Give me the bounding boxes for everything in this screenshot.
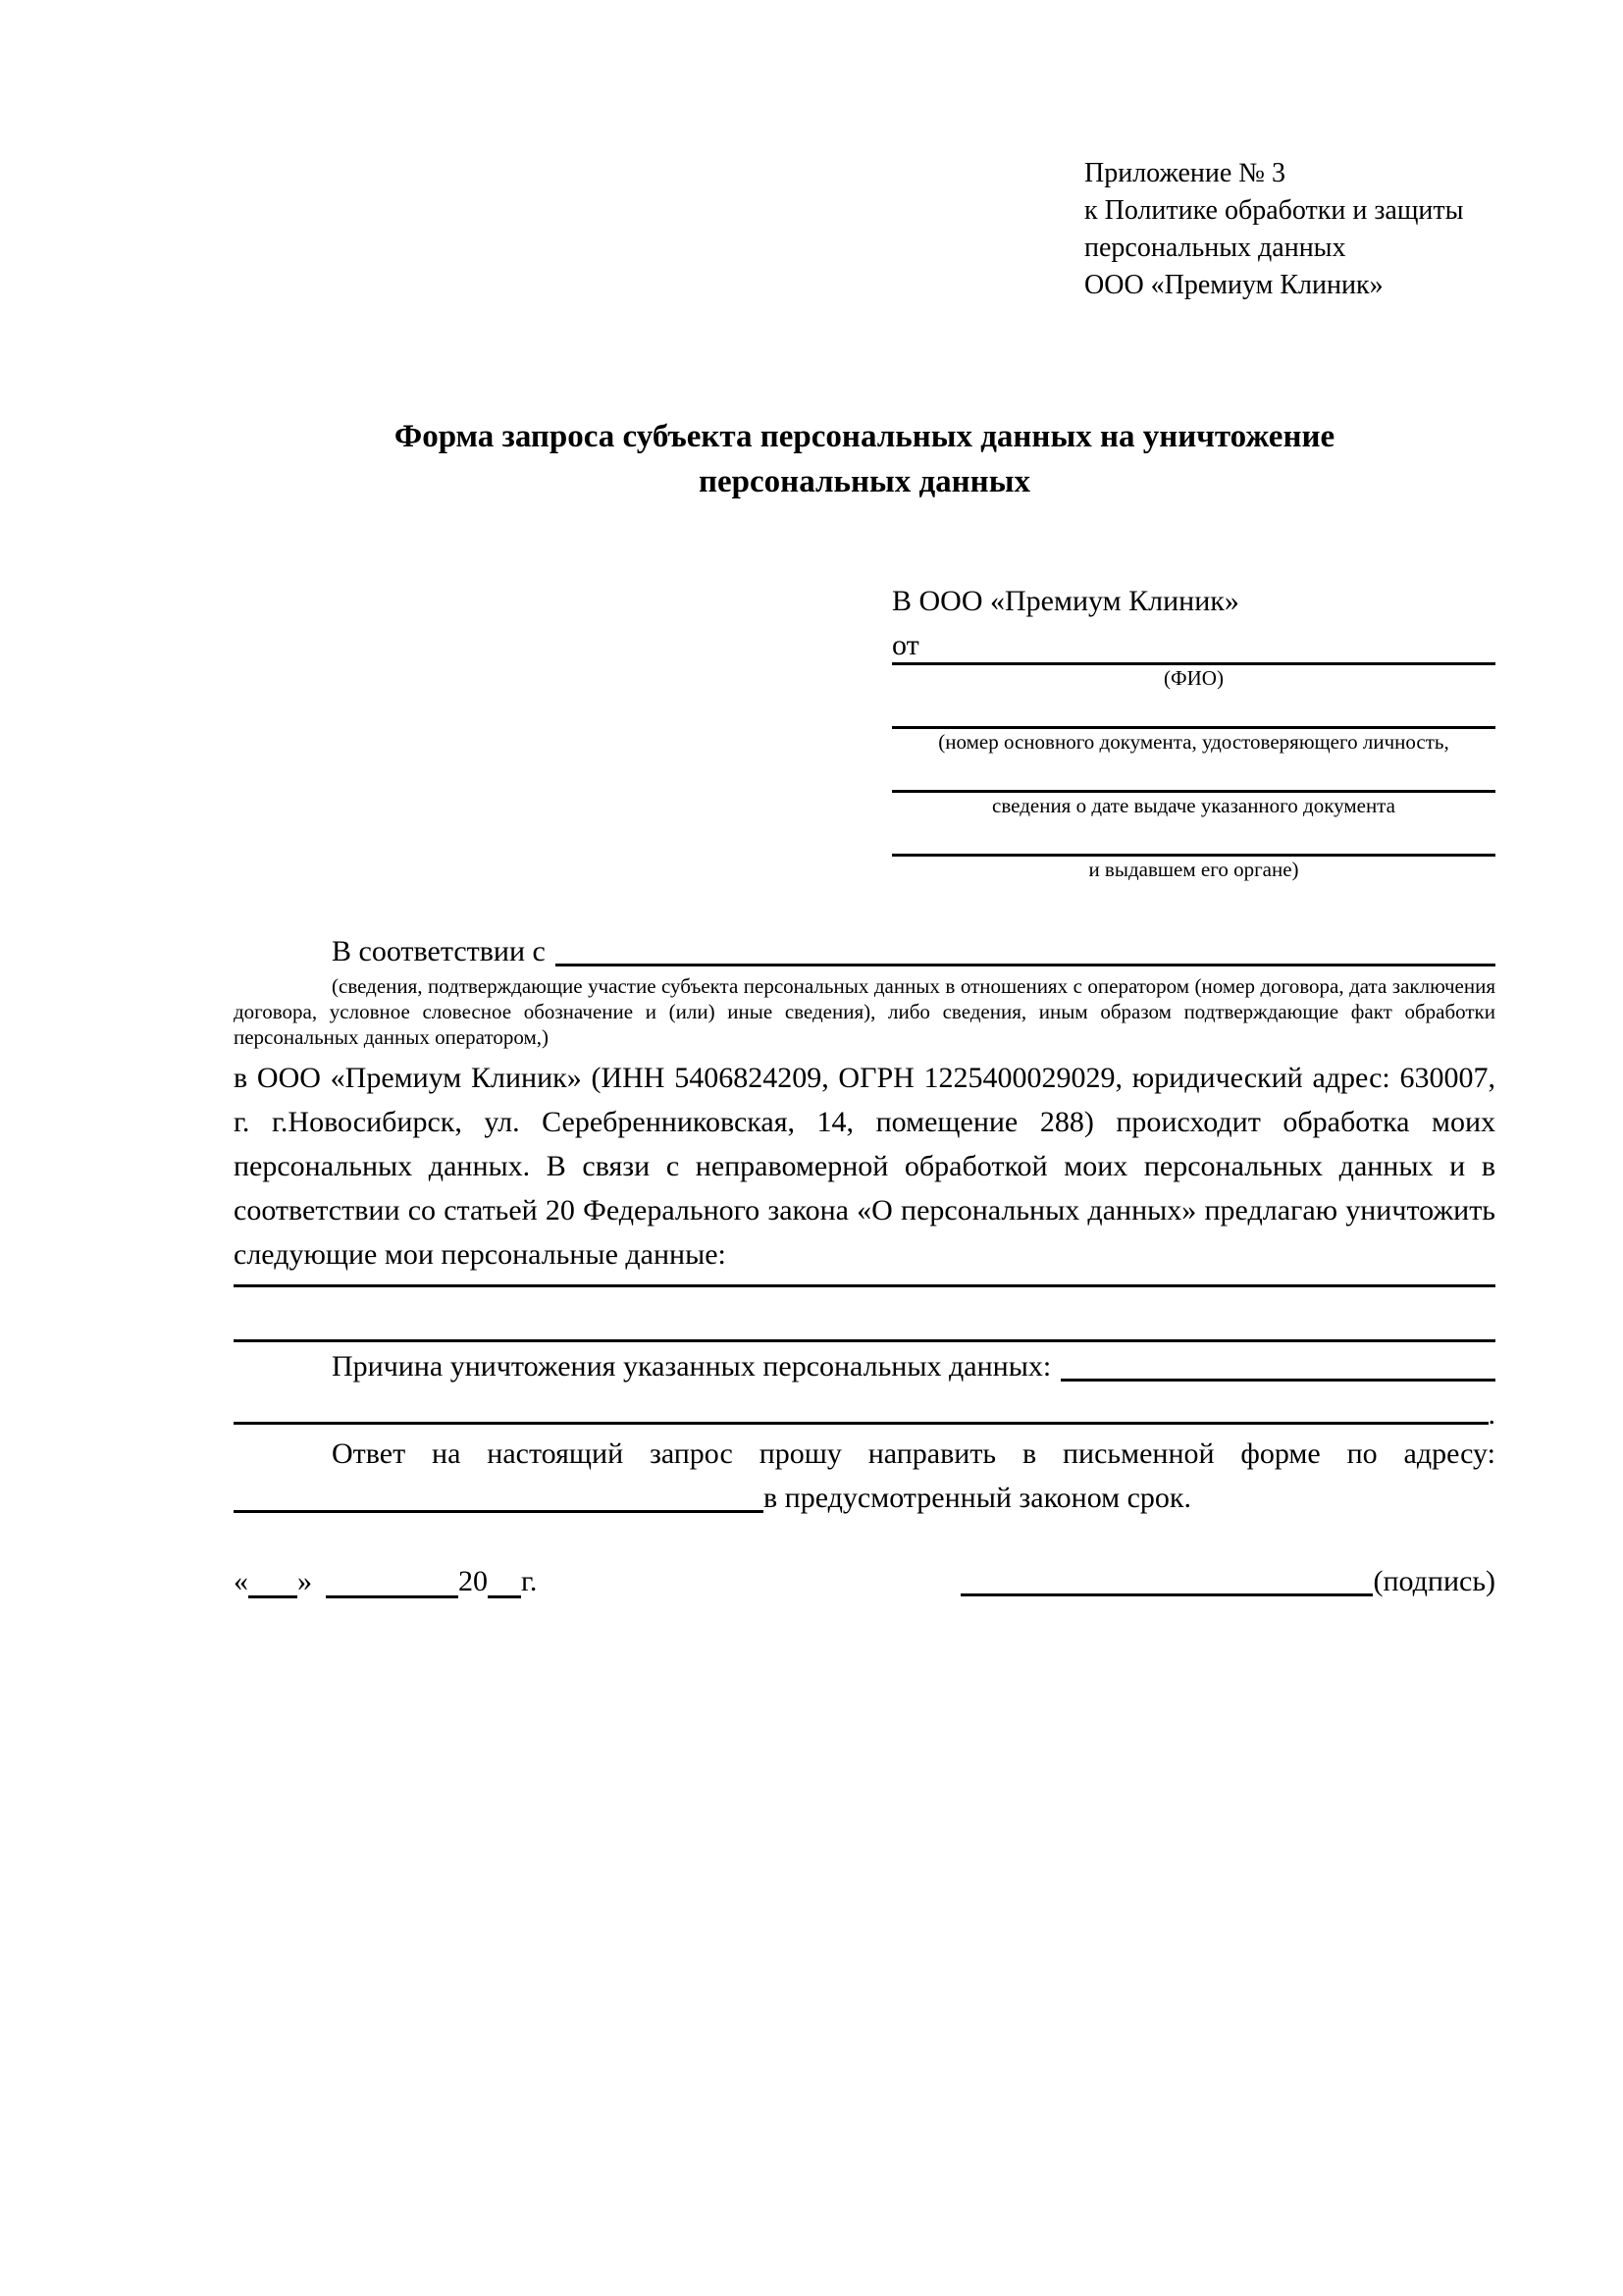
response-sentence-tail: в предусмотренный законом срок. bbox=[763, 1482, 1191, 1514]
address-input-line[interactable] bbox=[234, 1510, 763, 1513]
year-suffix: г. bbox=[521, 1565, 538, 1597]
id-document-number-caption: (номер основного документа, удостоверяющего личность, bbox=[938, 730, 1449, 754]
date-open-quote: « bbox=[234, 1565, 248, 1597]
issuing-authority-caption: и выдавшем его органе) bbox=[1088, 858, 1299, 881]
recipient-from-label: от bbox=[892, 629, 919, 661]
reason-row bbox=[234, 1344, 1495, 1388]
document-title-line: персональных данных bbox=[699, 464, 1030, 499]
personal-data-input-line-2[interactable] bbox=[234, 1339, 1495, 1342]
main-paragraph: в ООО «Премиум Клиник» (ИНН 5406824209, ОГРН 1225400029029, юридический адрес: 630007, г. г.Новосибирск, ул. Серебренниковская, 14, помещение 288) происходит обработка моих персональных данных. В связи с неправомерной обработкой моих персональных данных и в соответствии со статьей 20 Федерального закона «О персональных данных» предлагаю уничтожить следующие мои персональные данные: bbox=[234, 1062, 1495, 1271]
appendix-header bbox=[1084, 155, 1495, 304]
accordance-input-line[interactable] bbox=[555, 964, 1495, 966]
personal-data-input-line-1[interactable] bbox=[234, 1284, 1495, 1287]
recipient-to: В ООО «Премиум Клиник» bbox=[892, 585, 1239, 617]
appendix-header-line: к Политике обработки и защиты bbox=[1084, 195, 1464, 226]
reason-input-line[interactable] bbox=[1061, 1379, 1495, 1382]
response-sentence: Ответ на настоящий запрос прошу направить в письменной форме по адресу: bbox=[332, 1437, 1495, 1470]
field-fio bbox=[892, 662, 1495, 691]
signature-input-line[interactable] bbox=[961, 1593, 1373, 1596]
appendix-header-line: ООО «Премиум Клиник» bbox=[1084, 270, 1384, 300]
document-title bbox=[234, 414, 1495, 504]
signature-block bbox=[961, 1559, 1495, 1603]
document-title-line: Форма запроса субъекта персональных данных на уничтожение bbox=[393, 419, 1335, 454]
fio-caption: (ФИО) bbox=[1164, 666, 1224, 690]
signature-caption: (подпись) bbox=[1373, 1565, 1495, 1597]
accordance-row bbox=[234, 929, 1495, 973]
field-issue-date bbox=[892, 790, 1495, 818]
reason-sentence-end: . bbox=[1488, 1398, 1495, 1431]
day-input-line[interactable] bbox=[248, 1595, 297, 1598]
reason-continuation-input-line[interactable] bbox=[234, 1422, 1489, 1425]
accordance-label: В соответствии с bbox=[332, 935, 546, 967]
date-signature-row bbox=[234, 1559, 1495, 1603]
date-line bbox=[234, 1559, 537, 1603]
accordance-note: (сведения, подтверждающие участие субъекта персональных данных в отношениях с оператором (номер договора, дата заключения договора, условное словесное обозначение и (или) иные сведения), либо сведения, иным образом подтверждающие факт обработки персональных данных оператором,) bbox=[234, 974, 1495, 1049]
year-input-line[interactable] bbox=[488, 1595, 521, 1598]
month-input-line[interactable] bbox=[326, 1595, 458, 1598]
year-prefix: 20 bbox=[458, 1565, 488, 1597]
field-issuing-authority bbox=[892, 854, 1495, 882]
reason-label: Причина уничтожения указанных персональных данных: bbox=[332, 1350, 1052, 1383]
field-id-document-number bbox=[892, 726, 1495, 755]
appendix-header-line: персональных данных bbox=[1084, 233, 1346, 263]
reason-continuation-row bbox=[234, 1388, 1495, 1432]
recipient-block bbox=[892, 579, 1495, 882]
response-address-row bbox=[234, 1476, 1495, 1520]
issue-date-caption: сведения о дате выдаче указанного документа bbox=[992, 794, 1395, 817]
date-close-quote: » bbox=[297, 1565, 312, 1597]
appendix-header-line: Приложение № 3 bbox=[1084, 158, 1285, 188]
